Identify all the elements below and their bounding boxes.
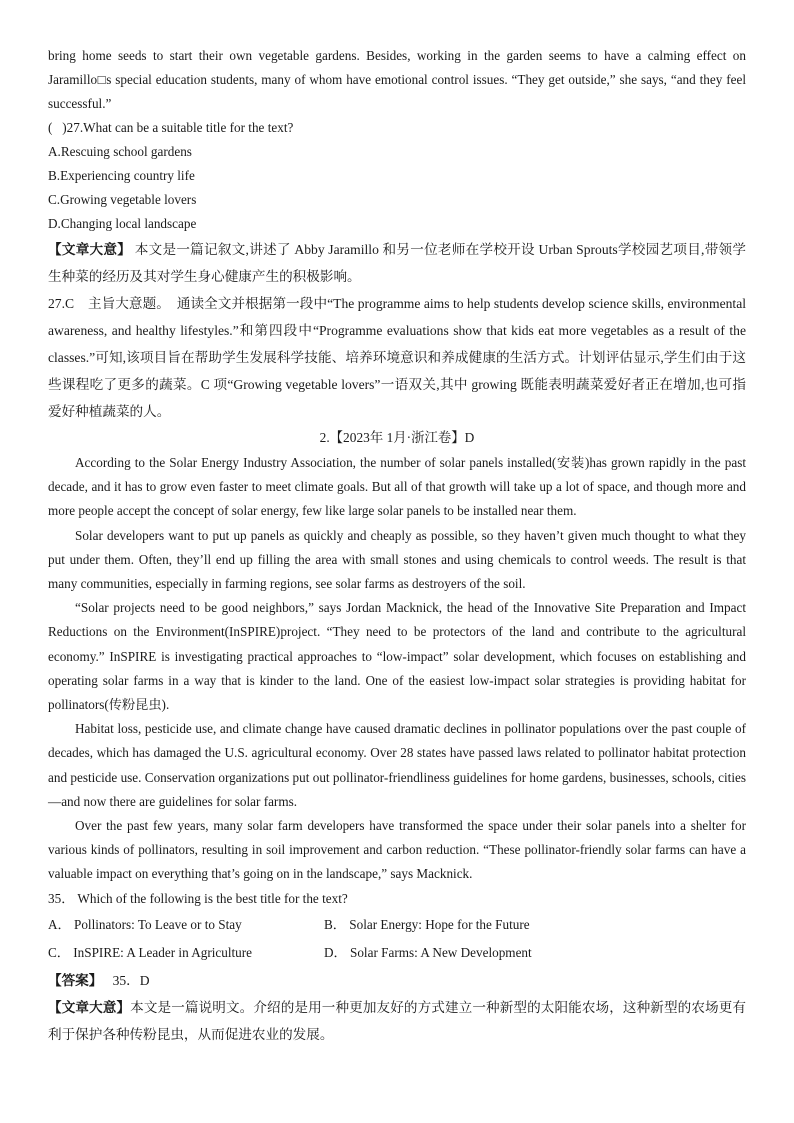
question-27-option-d: D.Changing local landscape bbox=[48, 216, 197, 231]
question-27-option-b: B.Experiencing country life bbox=[48, 168, 195, 183]
question-35-option-a: A． Pollinators: To Leave or to Stay bbox=[48, 916, 242, 932]
question-35-options-row-1 bbox=[48, 911, 746, 939]
section-2-heading: 2.【2023年 1月·浙江卷】D bbox=[319, 430, 475, 445]
passage-paragraph-4: Habitat loss, pesticide use, and climate change have caused dramatic declines in pollinator populations over the past couple of decades, which has damaged the U.S. agricultural economy. Over 28 states have passed laws related to pollinator habitat protection and pesticide use. Conservation organizations put out pollinator-friendliness guidelines for home gardens, businesses, schools, cities—and now there are guidelines for solar farms. bbox=[48, 721, 746, 809]
question-35-option-d: D． Solar Farms: A New Development bbox=[324, 944, 532, 960]
answer-27-explanation: 主旨大意题。 通读全文并根据第一段中“The programme aims to help students develop science skills, environmental awareness, and healthy lifestyles.”和第四段中“Programme evaluations show that kids eat more vegetables as a result of the classes.”可知,该项目旨在帮助学生发展科学技能、培养环境意识和养成健康的生活方式。计划评估显示,学生们由于这些课程吃了更多的蔬菜。C 项“Growing vegetable lovers”一语双关,其中 growing 既能表明蔬菜爱好者正在增加,也可指爱好种植蔬菜的人。 bbox=[48, 296, 747, 419]
question-35-option-b: B． Solar Energy: Hope for the Future bbox=[324, 916, 530, 932]
answer-35 bbox=[48, 967, 746, 994]
summary-1 bbox=[48, 236, 746, 290]
question-35-option-c: C． InSPIRE: A Leader in Agriculture bbox=[48, 944, 253, 960]
passage-paragraph-1: According to the Solar Energy Industry Association, the number of solar panels installed(安装)has grown rapidly in the past decade, and it has to grow even faster to meet climate goals. But all of that growth will take up a lot of space, and though more and more people accept the concept of solar energy, few like large solar panels to be installed near them. bbox=[48, 455, 746, 519]
summary-2 bbox=[48, 994, 746, 1048]
document-page bbox=[48, 44, 746, 1048]
summary-2-label: 【文章大意】 bbox=[48, 999, 131, 1015]
passage-continuation: bring home seeds to start their own vegetable gardens. Besides, working in the garden seems to have a calming effect on Jaramillo□s special education students, many of whom have emotional control issues. “They get outside,” she says, “and they feel successful.” bbox=[48, 48, 746, 111]
summary-1-label: 【文章大意】 bbox=[48, 242, 132, 257]
passage-paragraph-3: “Solar projects need to be good neighbors,” says Jordan Macknick, the head of the Innovative Site Preparation and Impact Reductions on the Environment(InSPIRE)project. “They need to be protectors of the land and contribute to the agricultural economy.” InSPIRE is investigating practical approaches to “low-impact” solar development, which focuses on establishing and operating solar farms in a way that is kinder to the land. One of the easiest low-impact solar strategies is providing habitat for pollinators(传粉昆虫). bbox=[48, 600, 746, 713]
answer-27-number: 27.C bbox=[48, 296, 75, 311]
question-35-options-row-2 bbox=[48, 939, 746, 967]
question-35: 35． Which of the following is the best title for the text? bbox=[48, 890, 348, 906]
passage-paragraph-2: Solar developers want to put up panels as quickly and cheaply as possible, so they haven’t given much thought to what they put under them. Often, they’ll end up filling the area with small stones and using chemicals to control weeds. The result is that many communities, especially in farming regions, see solar farms as destroyers of the soil. bbox=[48, 527, 746, 592]
question-27-option-a: A.Rescuing school gardens bbox=[48, 144, 192, 159]
summary-1-text: 本文是一篇记叙文,讲述了 Abby Jaramillo 和另一位老师在学校开设 Urban Sprouts学校园艺项目,带领学生种菜的经历及其对学生身心健康产生的积极影响。 bbox=[48, 242, 746, 284]
question-27: ( )27.What can be a suitable title for the text? bbox=[48, 120, 294, 135]
summary-2-text: 本文是一篇说明文。介绍的是用一种更加友好的方式建立一种新型的太阳能农场，这种新型的农场更有利于保护各种传粉昆虫，从而促进农业的发展。 bbox=[48, 999, 747, 1042]
answer-27 bbox=[48, 290, 746, 425]
passage-paragraph-5: Over the past few years, many solar farm developers have transformed the space under their solar panels into a shelter for various kinds of pollinators, resulting in soil improvement and carbon reduction. “These pollinator-friendly solar farms can have a valuable impact on everything that’s going on in the landscape,” says Macknick. bbox=[48, 818, 746, 882]
answer-35-value: 35．D bbox=[112, 972, 150, 988]
answer-35-label: 【答案】 bbox=[48, 972, 103, 988]
question-27-option-c: C.Growing vegetable lovers bbox=[48, 192, 197, 207]
